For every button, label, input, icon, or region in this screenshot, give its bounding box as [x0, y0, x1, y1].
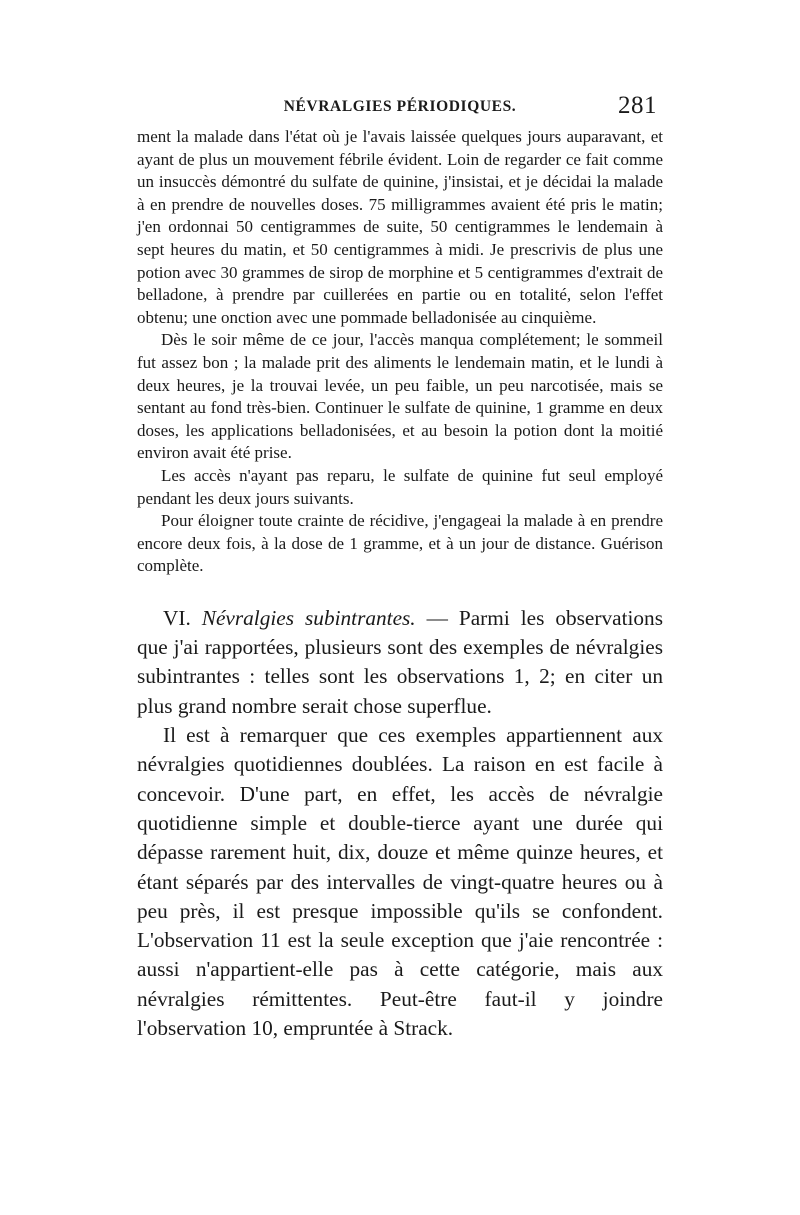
paragraph: Dès le soir même de ce jour, l'accès manqua complétement; le sommeil fut assez bon ; la malade prit des aliments le lendemain matin, et le lundi à deux heures, je la trouvai levée, un peu faible, un peu narcotisée, mais se sentant au fond très-bien. Continuer le sulfate de quinine, 1 gramme en deux doses, les applications belladonisées, et au besoin la potion dont la moitié environ avait été prise. [137, 330, 663, 463]
section-vi [137, 604, 663, 1043]
running-title: NÉVRALGIES PÉRIODIQUES. [283, 98, 517, 115]
paragraph-continuation: ment la malade dans l'état où je l'avais laissée quelques jours auparavant, et ayant de plus un mouvement fébrile évident. Loin de regarder ce fait comme un insuccès démontré du sulfate de quinine, j'insistai, et je décidai la malade à en prendre de nouvelles doses. 75 milligrammes avaient été pris le matin; j'en ordonnai 50 centigrammes de suite, 50 centigrammes le lendemain à sept heures du matin, et 50 centigrammes à midi. Je prescrivis de plus une potion avec 30 grammes de sirop de morphine et 5 centigrammes d'extrait de belladone, à prendre par cuillerées en partie ou en totalité, selon l'effet obtenu; une onction avec une pommade belladonisée au cinquième. [137, 127, 663, 327]
case-report-text [137, 126, 663, 578]
paragraph: Pour éloigner toute crainte de récidive, j'engageai la malade à en prendre encore deux fois, à la dose de 1 gramme, et à un jour de distance. Guérison complète. [137, 511, 663, 576]
section-title: Névralgies subintrantes. [201, 605, 416, 630]
section-number: VI. [163, 605, 191, 630]
page-number: 281 [618, 92, 657, 119]
section-opening-paragraph [137, 604, 663, 721]
paragraph: Les accès n'ayant pas reparu, le sulfate de quinine fut seul employé pendant les deux jours suivants. [137, 465, 663, 508]
section-paragraph-text: — Parmi les observations que j'ai rapportées, plusieurs sont des exemples de névralgies subintrantes : telles sont les observations 1, 2; en citer un plus grand nombre serait chose superflue. [137, 605, 663, 718]
paragraph: Il est à remarquer que ces exemples appartiennent aux névralgies quotidiennes doublées. La raison en est facile à concevoir. D'une part, en effet, les accès de névralgie quotidienne simple et double-tierce ayant une durée qui dépasse rarement huit, dix, douze et même quinze heures, et étant séparés par des intervalles de vingt-quatre heures ou à peu près, il est presque impossible qu'ils se confondent. L'observation 11 est la seule exception que j'aie rencontrée : aussi n'appartient-elle pas à cette catégorie, mais aux névralgies rémittentes. Peut-être faut-il y joindre l'observation 10, empruntée à Strack. [137, 723, 663, 1041]
page-content [137, 92, 663, 1043]
running-header [137, 92, 663, 126]
